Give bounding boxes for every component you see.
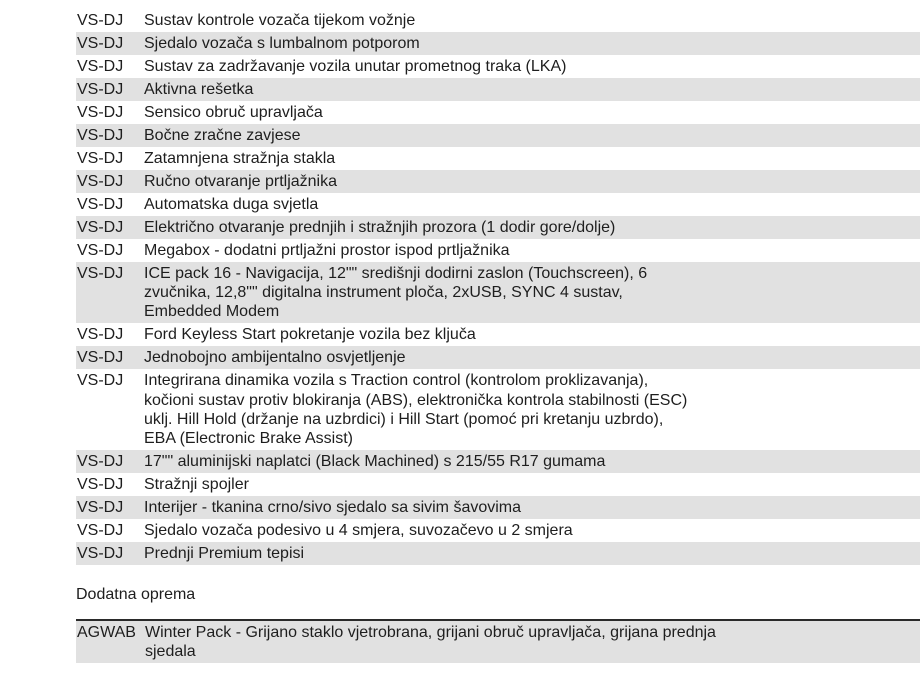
equipment-row	[76, 193, 920, 216]
equipment-description: Sustav za zadržavanje vozila unutar prometnog traka (LKA)	[144, 58, 567, 75]
equipment-code: VS-DJ	[77, 499, 124, 517]
equipment-row	[76, 124, 920, 147]
equipment-code: VS-DJ	[77, 196, 124, 213]
equipment-row	[76, 519, 920, 542]
equipment-code: AGWAB	[77, 624, 136, 641]
equipment-description: Jednobojno ambijentalno osvjetljenje	[144, 349, 406, 367]
standard-equipment-list	[76, 9, 920, 565]
equipment-row	[76, 170, 920, 193]
equipment-row	[76, 55, 920, 78]
equipment-row	[76, 32, 920, 55]
equipment-description: Prednji Premium tepisi	[144, 545, 305, 563]
equipment-code: VS-DJ	[77, 522, 124, 540]
equipment-row	[76, 262, 920, 323]
equipment-code: VS-DJ	[77, 349, 124, 367]
equipment-description: Sustav kontrole vozača tijekom vožnje	[144, 12, 416, 29]
equipment-description: Sjedalo vozača podesivo u 4 smjera, suvozačevo u 2 smjera	[144, 522, 573, 540]
equipment-row	[76, 239, 920, 262]
equipment-code: VS-DJ	[77, 81, 124, 98]
equipment-description: Winter Pack - Grijano staklo vjetrobrana, grijani obruč upravljača, grijana prednja sjedala	[145, 624, 716, 660]
equipment-code: VS-DJ	[77, 545, 124, 563]
equipment-row	[76, 147, 920, 170]
equipment-code: VS-DJ	[77, 150, 124, 167]
equipment-code: VS-DJ	[77, 58, 124, 75]
equipment-code: VS-DJ	[77, 219, 124, 236]
equipment-code: VS-DJ	[77, 453, 124, 471]
equipment-row	[76, 101, 920, 124]
equipment-description: Interijer - tkanina crno/sivo sjedalo sa sivim šavovima	[144, 499, 522, 517]
equipment-description: Ručno otvaranje prtljažnika	[144, 173, 337, 190]
equipment-row	[76, 78, 920, 101]
equipment-code: VS-DJ	[77, 326, 124, 344]
equipment-code: VS-DJ	[77, 265, 124, 282]
equipment-row	[76, 323, 920, 346]
equipment-description: Sjedalo vozača s lumbalnom potporom	[144, 35, 420, 52]
equipment-row	[76, 369, 920, 450]
equipment-code: VS-DJ	[77, 242, 124, 259]
equipment-row	[76, 496, 920, 519]
section-title-optional-equipment: Dodatna oprema	[76, 586, 196, 603]
equipment-row	[76, 346, 920, 369]
equipment-description: Stražnji spojler	[144, 476, 249, 494]
equipment-description: Megabox - dodatni prtljažni prostor ispod prtljažnika	[144, 242, 510, 259]
equipment-code: VS-DJ	[77, 35, 124, 52]
equipment-description: Sensico obruč upravljača	[144, 104, 323, 121]
equipment-description: ICE pack 16 - Navigacija, 12"" središnji dodirni zaslon (Touchscreen), 6 zvučnika, 12,8"" digitalna instrument ploča, 2xUSB, SYNC 4 sustav, Embedded Modem	[144, 265, 648, 321]
equipment-row	[76, 542, 920, 565]
equipment-description: Zatamnjena stražnja stakla	[144, 150, 336, 167]
equipment-row	[76, 473, 920, 496]
equipment-description: Integrirana dinamika vozila s Traction control (kontrolom proklizavanja), kočioni sustav protiv blokiranja (ABS), elektronička kontrola stabilnosti (ESC) uklj. Hill Hold (držanje na uzbrdici) i Hill Start (pomoć pri kretanju uzbrdo), EBA (Electronic Brake Assist)	[144, 372, 688, 448]
equipment-row	[76, 621, 920, 663]
equipment-code: VS-DJ	[77, 173, 124, 190]
equipment-description: Električno otvaranje prednjih i stražnjih prozora (1 dodir gore/dolje)	[144, 219, 616, 236]
equipment-row	[76, 9, 920, 32]
equipment-code: VS-DJ	[77, 476, 124, 494]
equipment-description: Ford Keyless Start pokretanje vozila bez ključa	[144, 326, 476, 344]
equipment-description: Bočne zračne zavjese	[144, 127, 301, 144]
equipment-code: VS-DJ	[77, 104, 124, 121]
equipment-row	[76, 216, 920, 239]
equipment-row	[76, 450, 920, 473]
equipment-description: 17"" aluminijski naplatci (Black Machined) s 215/55 R17 gumama	[144, 453, 606, 471]
equipment-description: Automatska duga svjetla	[144, 196, 319, 213]
equipment-code: VS-DJ	[77, 372, 124, 390]
equipment-code: VS-DJ	[77, 127, 124, 144]
equipment-code: VS-DJ	[77, 12, 124, 29]
optional-equipment-list	[76, 619, 920, 663]
equipment-description: Aktivna rešetka	[144, 81, 254, 98]
